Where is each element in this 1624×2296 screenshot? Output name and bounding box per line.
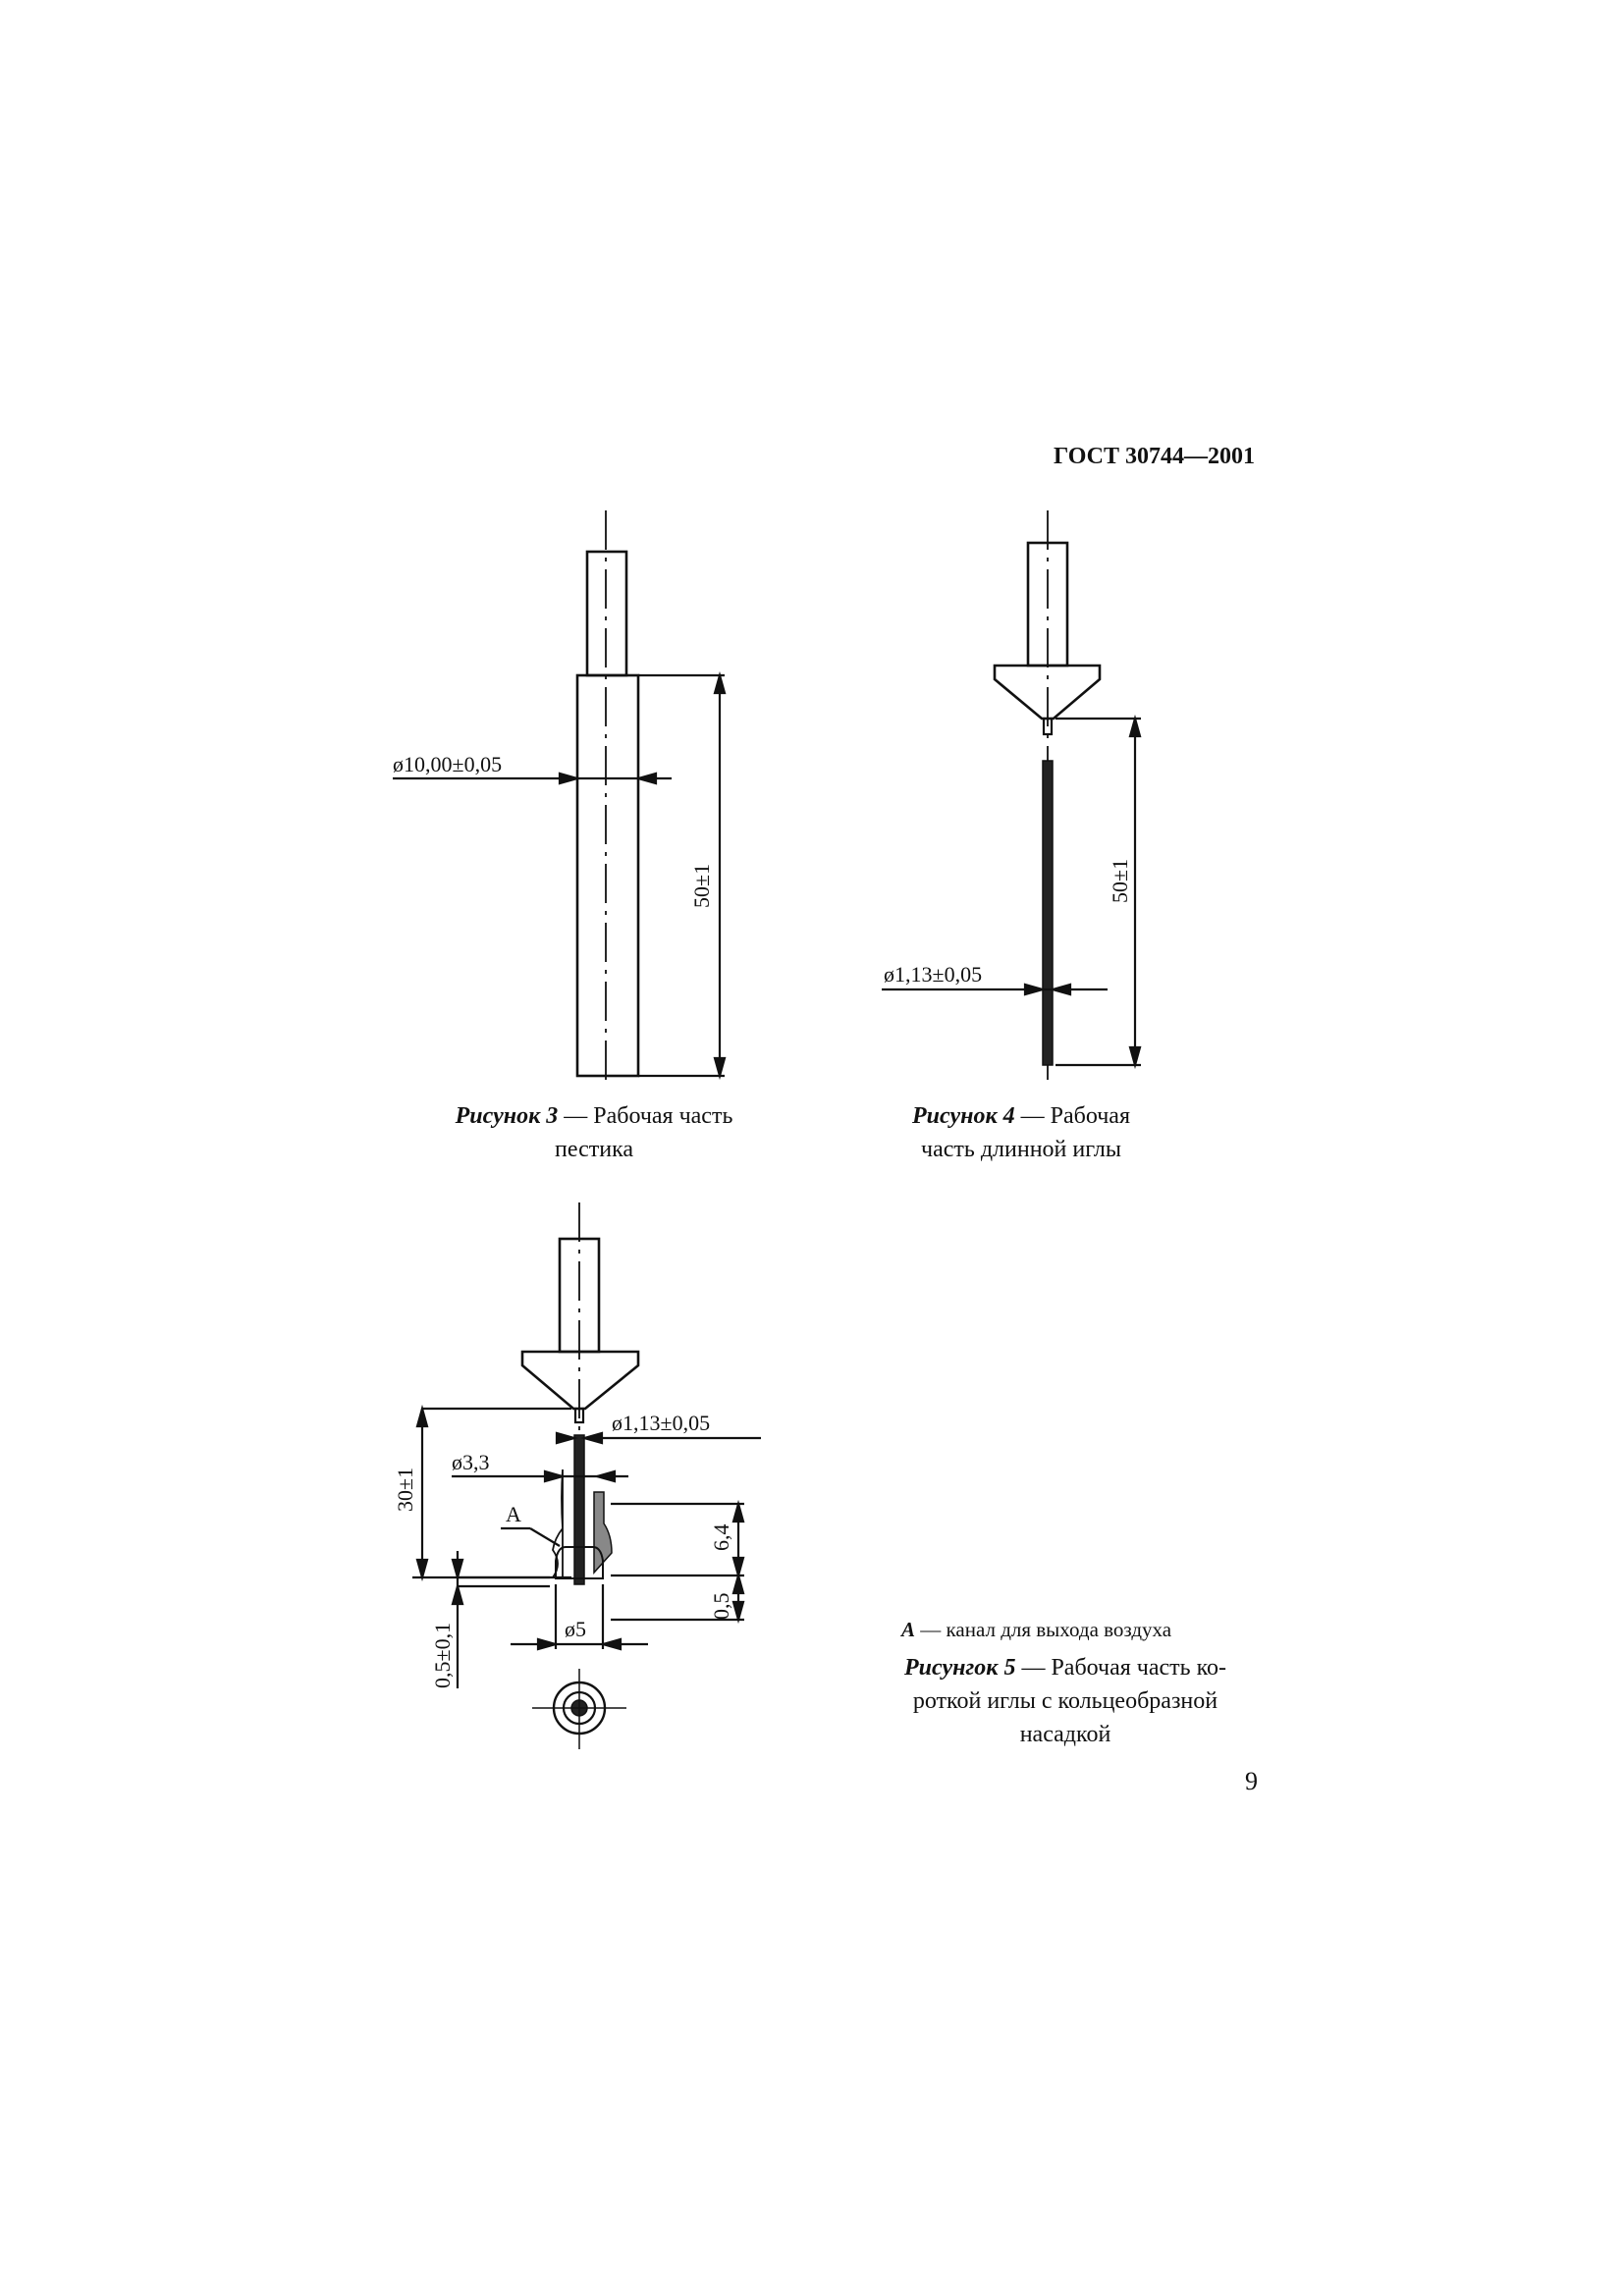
figure-4-long-needle-drawing [882, 510, 1141, 1080]
fig5-inner-diameter-dim: ø3,3 [452, 1450, 490, 1474]
figure-5-caption [869, 1651, 1262, 1751]
figure-5-caption-text-line3: насадкой [1019, 1722, 1111, 1747]
figure-3-pestle-drawing [393, 510, 725, 1080]
fig4-diameter-dim: ø1,13±0,05 [884, 962, 983, 987]
fig5-height-dim: 6,4 [709, 1523, 733, 1551]
fig3-length-dim: 50±1 [689, 863, 714, 908]
fig5-gap-dim: 0,5 [709, 1592, 733, 1620]
fig5-needle-diameter-dim: ø1,13±0,05 [612, 1411, 711, 1435]
fig4-length-dim: 50±1 [1108, 858, 1132, 903]
figure-4-caption-number: Рисунок 4 [912, 1103, 1015, 1129]
fig5-outer-diameter-dim: ø5 [565, 1617, 586, 1641]
figure-5-caption-text-line2: роткой иглы с кольцеобразной [912, 1688, 1218, 1714]
figure-4-caption [874, 1099, 1168, 1166]
figure-4-caption-text-line2: часть длинной иглы [921, 1137, 1121, 1162]
legend-key-a: А [901, 1618, 916, 1641]
fig5-offset-dim: 0,5±0,1 [430, 1622, 455, 1688]
figure-4-caption-text: — Рабочая [1014, 1103, 1130, 1129]
fig5-label-a: А [506, 1502, 521, 1526]
figure-3-caption-number: Рисунок 3 [455, 1103, 559, 1129]
legend-text-a: — канал для выхода воздуха [915, 1618, 1172, 1641]
fig5-length-dim: 30±1 [393, 1467, 417, 1512]
figure-5-short-needle-drawing [412, 1202, 761, 1749]
document-header: ГОСТ 30744—2001 [1054, 444, 1255, 469]
figure-5-legend [901, 1618, 1171, 1642]
figure-3-caption [412, 1099, 776, 1166]
figure-5-caption-number: Рисунгок 5 [903, 1655, 1016, 1681]
page-number: 9 [1245, 1767, 1258, 1795]
figure-3-caption-text-line2: пестика [554, 1137, 634, 1162]
fig3-diameter-dim: ø10,00±0,05 [393, 752, 503, 776]
figure-3-caption-text: — Рабочая часть [558, 1103, 733, 1129]
figure-5-caption-text: — Рабочая часть ко- [1015, 1655, 1227, 1681]
